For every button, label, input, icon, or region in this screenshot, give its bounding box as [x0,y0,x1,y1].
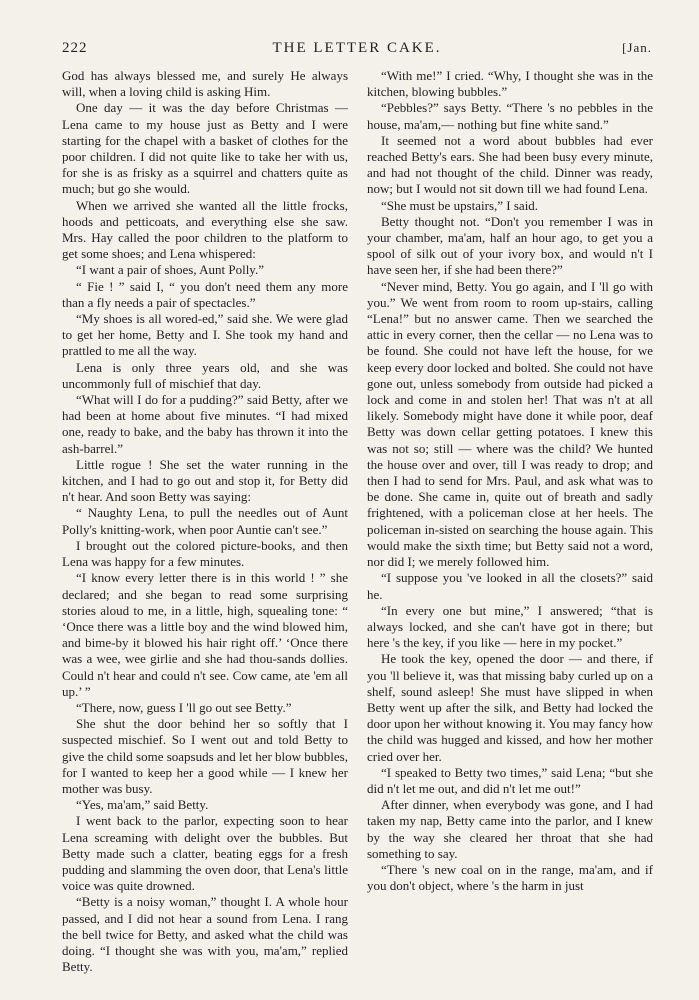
paragraph: “I speaked to Betty two times,” said Lena; “but she did n't let me out, and did n't let me out!” [367,764,653,796]
paragraph: God has always blessed me, and surely He always will, when a loving child is asking Him. [62,68,348,100]
paragraph: “With me!” I cried. “Why, I thought she was in the kitchen, blowing bubbles.” [367,68,653,100]
paragraph: “She must be upstairs,” I said. [381,197,539,213]
paragraph: “I suppose you 've looked in all the closets?” said he. [367,570,653,602]
paragraph: “There 's new coal on in the range, ma'am, and if you don't object, where 's the harm in just [367,861,653,894]
paragraph: “Yes, ma'am,” said Betty. [76,797,209,813]
paragraph: He took the key, opened the door — and there, if you 'll believe it, was that missing baby curled up on a shelf, sound asleep! She must have slipped in when Betty went up after the silk, and Betty had locked the door upon her without knowing it. You may fancy how the child was hugged and kissed, and how her mother cried over her. [367,651,653,764]
paragraph: “There, now, guess I 'll go out see Betty.” [76,699,292,715]
paragraph: Little rogue ! She set the water running in the kitchen, and I had to go out and stop it, for Betty did n't hear. And soon Betty was saying: [62,456,348,505]
paragraph: I brought out the colored picture-books, and then Lena was happy for a few minutes. [62,537,348,570]
paragraph: “What will I do for a pudding?” said Betty, after we had been at home about five minutes. “I had mixed one, ready to bake, and the baby has thrown it into the ash-barrel.” [62,392,348,456]
paragraph: “ Naughty Lena, to pull the needles out of Aunt Polly's knitting-work, when poor Auntie can't see.” [62,505,348,537]
paragraph: She shut the door behind her so softly that I suspected mischief. So I went out and told Betty to give the child some soapsuds and let her blow bubbles, for I wanted to keep her a good while — I knew her mother was busy. [62,716,348,796]
issue-label: [Jan. [622,40,652,55]
paragraph: “My shoes is all wored-ed,” said she. We were glad to get her home, Betty and I. She took my hand and prattled to me all the way. [62,311,348,359]
paragraph: After dinner, when everybody was gone, and I had taken my nap, Betty came into the parlor, and I knew by the way she cleared her throat that she had something to say. [367,797,653,861]
paragraph: “ Fie ! ” said I, “ you don't need them any more than a fly needs a pair of spectacles.” [62,278,348,310]
paragraph: “Pebbles?” says Betty. “There 's no pebbles in the house, ma'am,— nothing but fine white sand.” [367,100,653,132]
running-header [62,40,652,62]
paragraph: One day — it was the day before Christmas — Lena came to my house just as Betty and I were starting for the chapel with a basket of clothes for the poor children. I did not quite like to take her with us, for she is as frisky as a squirrel and chatters quite as much; but go she would. [62,100,348,197]
paragraph: Betty thought not. “Don't you remember I was in your chamber, ma'am, half an hour ago, to get you a spool of silk out of your ivory box, and would n't I have seen her, if she had been there?” [367,213,653,278]
paragraph: “I know every letter there is in this world ! ” she declared; and she began to read some surprising stories aloud to me, in a little, high, squealing tone: “ ‘Once there was a little boy and the wind blowed him, and bime-by it blowed his hair right off.’ ‘Once there was a wee, wee girlie and she had thou-sands dollies. Could n't hear and could n't see. Cow came, ate 'em all up.’ ” [62,570,348,699]
paragraph: I went back to the parlor, expecting soon to hear Lena screaming with delight over the bubbles. But Betty made such a clatter, beating eggs for a fresh pudding and slamming the oven door, that Lena's little voice was quite drowned. [62,813,348,894]
left-column [62,68,348,975]
paragraph: When we arrived she wanted all the little frocks, hoods and petticoats, and everything else she saw. Mrs. Hay called the poor children to the platform to get some shoes; and Lena whispered: [62,197,348,262]
paragraph: It seemed not a word about bubbles had ever reached Betty's ears. She had been busy every minute, and had not thought of the child. Dinner was ready, now; but I would not sit down till we had found Lena. [367,132,653,197]
paragraph: Lena is only three years old, and she was uncommonly full of mischief that day. [62,359,348,391]
paragraph: “I want a pair of shoes, Aunt Polly.” [76,262,264,278]
right-column [367,68,653,894]
paragraph: “In every one but mine,” I answered; “that is always locked, and she can't have got in there; but here 's the key, if you like — here in my pocket.” [367,602,653,651]
page-number: 222 [62,40,88,56]
paragraph: “Never mind, Betty. You go again, and I 'll go with you.” We went from room to room up-stairs, calling “Lena!” but no answer came. Then we searched the attic in every corner, then the cellar — no Lena was to be found. She could not have left the house, for we keep every door locked and bolted. She could not have gone out, unless somebody from outside had picked a lock and come in and stolen her! That was n't at all likely. Somebody might have done it while poor, deaf Betty was down cellar getting potatoes. I knew this was not so; still — where was the child? We hunted the house over and over, till I was ready to drop; and then I had to send for Mrs. Paul, and ask what was to be done. She came in, quite out of breath and sadly frightened, with a policeman close at her heels. The policeman in-sisted on searching the house again. This would make the sixth time; but Betty said not a word, nor did I; we merely followed him. [367,278,653,570]
page-title: THE LETTER CAKE. [272,40,442,56]
paragraph: “Betty is a noisy woman,” thought I. A whole hour passed, and I did not hear a sound from Lena. I rang the bell twice for Betty, and asked what the child was doing. “I thought she was with you, ma'am,” replied Betty. [62,894,348,975]
